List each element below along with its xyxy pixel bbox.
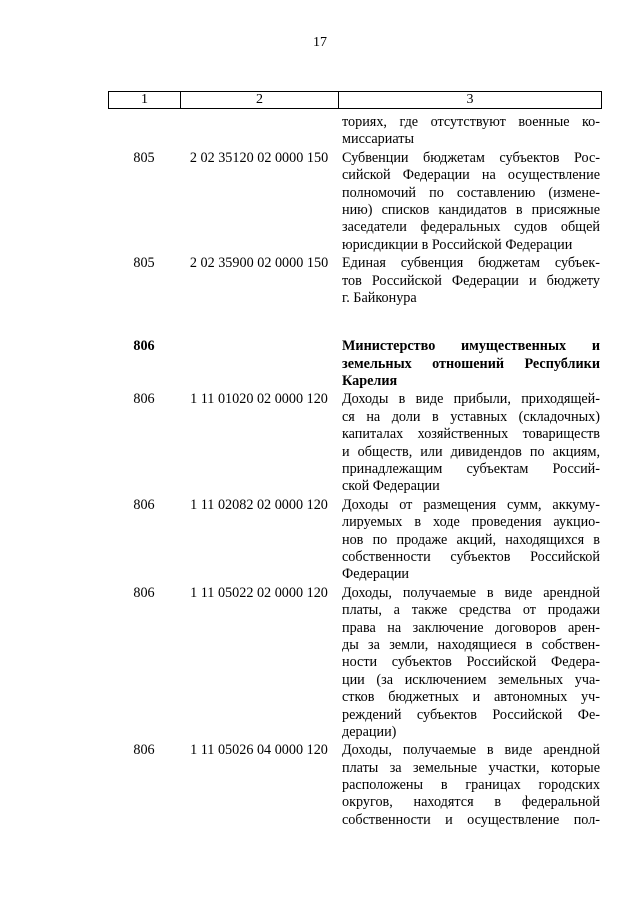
table-row xyxy=(108,150,602,254)
page-number: 17 xyxy=(313,35,327,50)
description-cell xyxy=(338,585,602,742)
description-line: собственности субъектов Российской xyxy=(342,548,600,565)
description-line: Доходы от размещения сумм, аккуму- xyxy=(342,496,600,513)
description-cell xyxy=(338,391,602,495)
description-line: платы, а также средства от продажи xyxy=(342,602,600,619)
description-line: полномочий по составлению (измене- xyxy=(342,184,600,201)
budget-code-cell: 2 02 35120 02 0000 150 xyxy=(189,149,329,166)
description-line: миссариаты xyxy=(342,131,414,148)
description-line: ции (за исключением земельных уча- xyxy=(342,671,600,688)
admin-code-cell: 806 xyxy=(133,496,155,513)
table-row xyxy=(108,497,602,584)
description-line: ской Федерации xyxy=(342,478,440,495)
budget-code-cell: 2 02 35900 02 0000 150 xyxy=(189,255,329,272)
budget-code-cell: 1 11 05022 02 0000 120 xyxy=(190,584,328,601)
budget-code-cell: 1 11 01020 02 0000 120 xyxy=(190,391,328,408)
description-line: Доходы, получаемые в виде арендной xyxy=(342,584,600,601)
description-line: нию) списков кандидатов в присяжные xyxy=(342,201,600,218)
description-line: права на заключение договоров арен- xyxy=(342,619,600,636)
description-line: и обществ, или дивидендов по акциям, xyxy=(342,443,600,460)
table-row-continuation xyxy=(108,114,602,149)
heading-line: Министерство имущественных и xyxy=(342,338,600,355)
description-line: г. Байконура xyxy=(342,289,417,306)
table-row xyxy=(108,255,602,307)
admin-code-cell: 806 xyxy=(133,338,155,355)
description-line: сийской Федерации на осуществление xyxy=(342,167,600,184)
description-line: нов по продаже акций, находящихся в xyxy=(342,531,600,548)
table-row xyxy=(108,585,602,742)
description-cell xyxy=(338,497,602,584)
table-header xyxy=(108,91,602,109)
budget-code-cell: 1 11 05026 04 0000 120 xyxy=(190,742,328,759)
heading-line: земельных отношений Республики xyxy=(342,355,600,372)
description-line: Федерации xyxy=(342,566,410,583)
description-cell xyxy=(338,150,602,254)
description-line: Субвенции бюджетам субъектов Рос- xyxy=(342,149,600,166)
table-body xyxy=(108,114,602,829)
admin-code-cell: 806 xyxy=(133,742,155,759)
description-line: Доходы, получаемые в виде арендной xyxy=(342,742,600,759)
admin-code-cell: 805 xyxy=(133,149,155,166)
heading-line: Карелия xyxy=(342,373,398,390)
description-line: юрисдикции в Российской Федерации xyxy=(342,236,573,253)
description-cell xyxy=(338,742,602,829)
section-heading xyxy=(338,338,602,390)
description-cell xyxy=(338,255,602,307)
description-line: капиталах хозяйственных товариществ xyxy=(342,426,600,443)
column-header-1: 1 xyxy=(109,92,181,108)
description-line: ды за земли, находящиеся в собствен- xyxy=(342,636,600,653)
description-line: Единая субвенция бюджетам субъек- xyxy=(342,255,600,272)
admin-code-cell: 806 xyxy=(133,584,155,601)
admin-code-cell: 806 xyxy=(133,391,155,408)
description-line: ториях, где отсутствуют военные ко- xyxy=(342,114,600,130)
description-line: тов Российской Федерации и бюджету xyxy=(342,272,600,289)
table-row-section-heading xyxy=(108,338,602,390)
description-line: собственности и осуществление пол- xyxy=(342,811,600,828)
admin-code-cell: 805 xyxy=(133,255,155,272)
description-line: принадлежащим субъектам Россий- xyxy=(342,461,600,478)
column-header-2: 2 xyxy=(181,92,339,108)
table-row xyxy=(108,391,602,495)
description-line: платы за земельные участки, которые xyxy=(342,759,600,776)
description-line: округов, находятся в федеральной xyxy=(342,794,600,811)
column-header-3: 3 xyxy=(466,92,474,107)
budget-code-cell: 1 11 02082 02 0000 120 xyxy=(190,496,328,513)
description-line: расположены в границах городских xyxy=(342,777,600,794)
description-line: ся на доли в уставных (складочных) xyxy=(342,408,600,425)
table-row xyxy=(108,742,602,829)
description-line: стков бюджетных и автономных уч- xyxy=(342,689,600,706)
description-line: дерации) xyxy=(342,723,397,740)
description-line: Доходы в виде прибыли, приходящей- xyxy=(342,391,600,408)
description-line: заседатели федеральных судов общей xyxy=(342,219,600,236)
description-line: реждений субъектов Российской Фе- xyxy=(342,706,600,723)
description-line: ности субъектов Российской Федера- xyxy=(342,654,600,671)
description-cell xyxy=(338,114,602,149)
description-line: лируемых в ходе проведения аукцио- xyxy=(342,514,600,531)
